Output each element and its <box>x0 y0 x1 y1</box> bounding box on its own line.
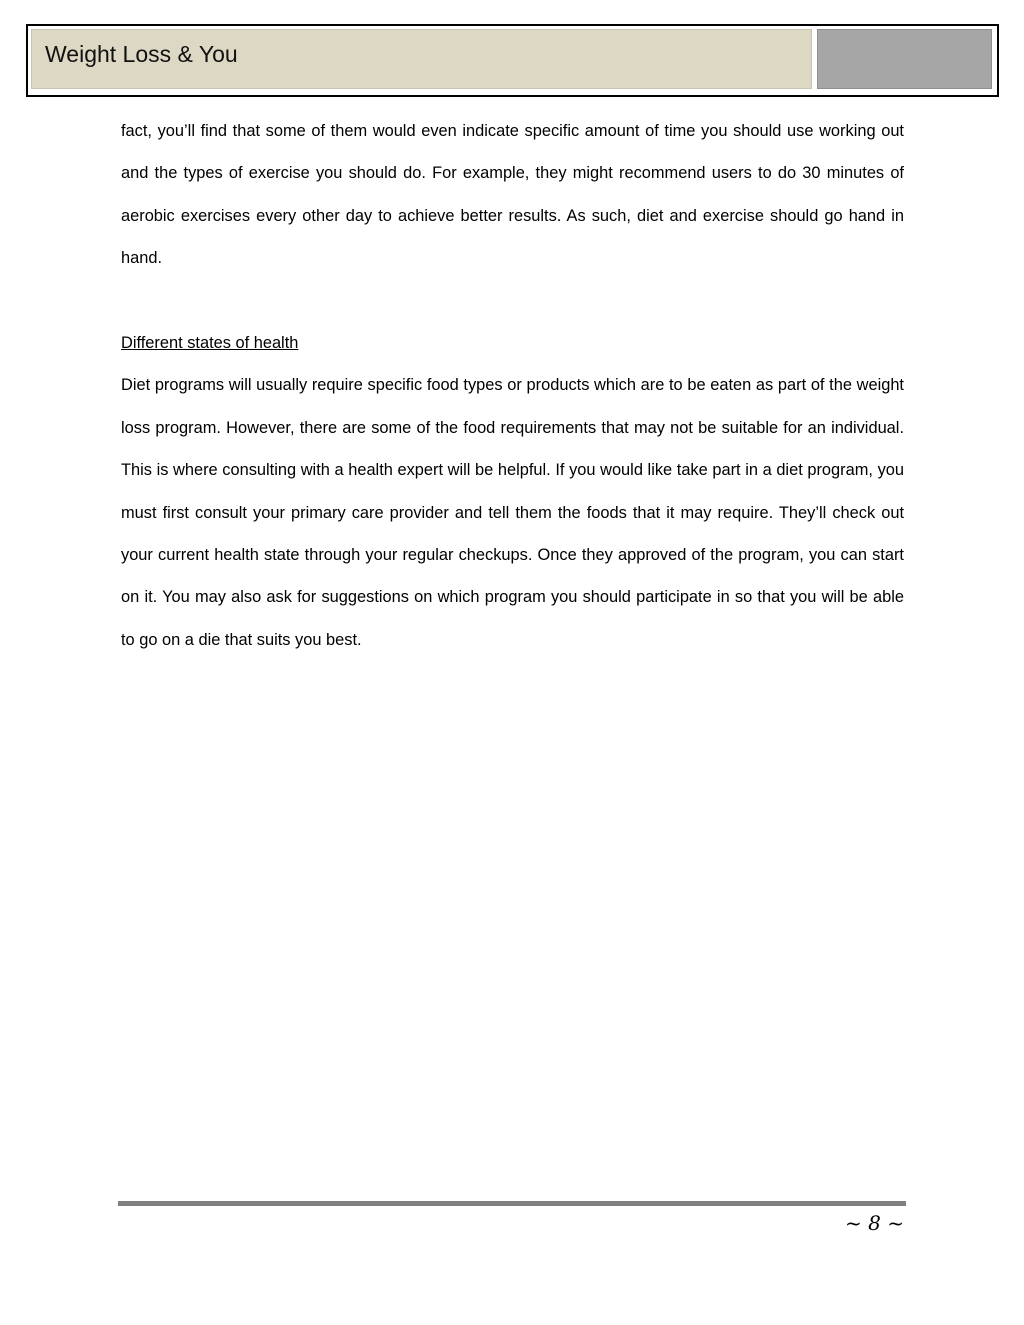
footer-rule <box>118 1201 906 1206</box>
header-title-box <box>31 29 812 89</box>
paragraph-spacer <box>121 280 904 322</box>
document-body <box>121 110 904 661</box>
body-paragraph: Diet programs will usually require specific food types or products which are to be eaten as part of the weight loss program. However, there are some of the food requirements that may not be suitable for an individual. This is where consulting with a health expert will be helpful. If you would like take part in a diet program, you must first consult your primary care provider and tell them the foods that it may require. They’ll check out your current health state through your regular checkups. Once they approved of the program, you can start on it. You may also ask for suggestions on which program you should participate in so that you will be able to go on a die that suits you best. <box>121 376 904 649</box>
body-paragraph: fact, you’ll find that some of them would even indicate specific amount of time you should use working out and the types of exercise you should do. For example, they might recommend users to do 30 minutes of aerobic exercises every other day to achieve better results. As such, diet and exercise should go hand in hand. <box>121 122 904 268</box>
section-heading: Different states of health <box>121 334 299 353</box>
page-header <box>26 24 999 97</box>
page-number: ~ 8 ~ <box>845 1211 904 1235</box>
header-title: Weight Loss & You <box>45 41 238 67</box>
header-accent-box <box>817 29 992 89</box>
